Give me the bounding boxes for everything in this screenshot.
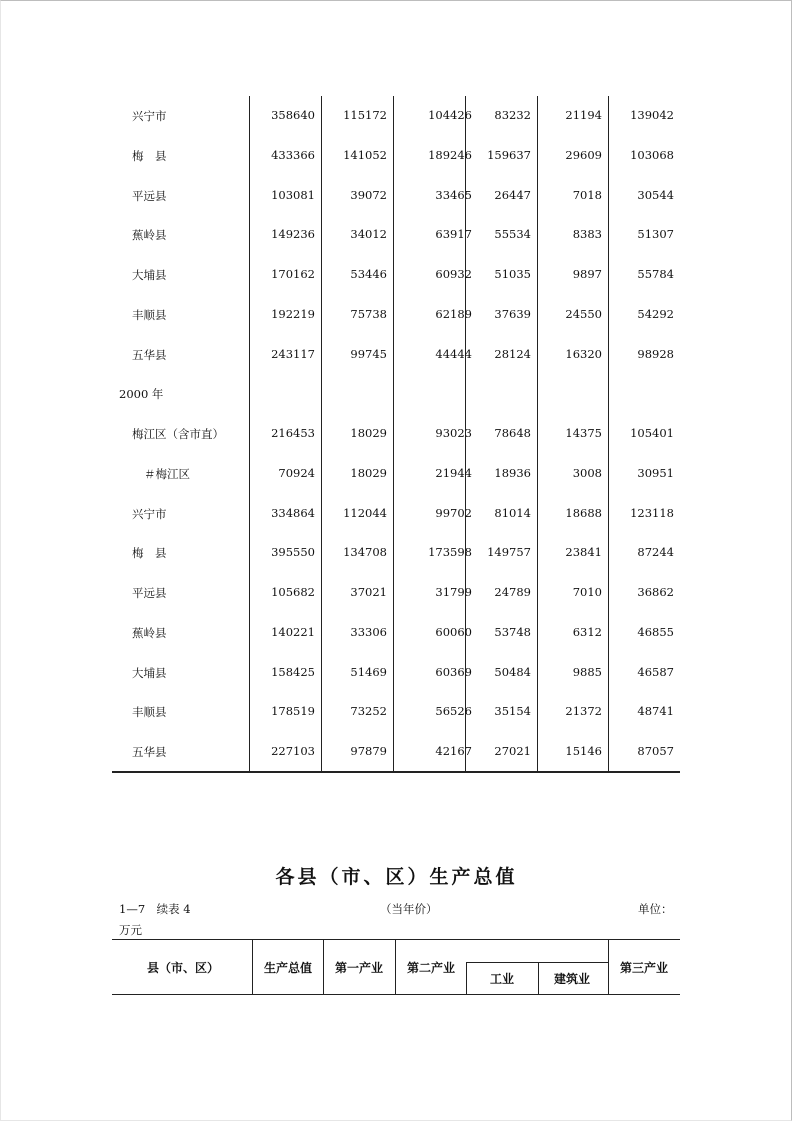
table-cell: 51035 <box>494 267 531 281</box>
table-row <box>0 704 793 724</box>
region-name: ＃梅江区 <box>144 466 190 481</box>
table-cell: 9885 <box>572 664 602 679</box>
table-cell: 33465 <box>435 187 472 202</box>
table-row <box>0 585 793 605</box>
table-cell: 192219 <box>271 306 315 321</box>
table-cell: 39072 <box>350 187 387 202</box>
region-name: 梅 县 <box>132 148 167 163</box>
table-cell: 53446 <box>350 267 387 281</box>
table-cell: 134708 <box>343 545 387 560</box>
table-cell: 54292 <box>637 306 674 321</box>
table-row <box>0 426 793 446</box>
region-name: 大埔县 <box>132 268 167 282</box>
table-cell: 112044 <box>343 505 387 520</box>
table-cell: 56526 <box>435 704 472 719</box>
header-column-rule <box>608 939 609 995</box>
header-region: 县（市、区） <box>147 961 220 975</box>
header-column-rule <box>538 962 539 995</box>
region-name: 梅 县 <box>132 546 167 561</box>
table-row <box>0 545 793 565</box>
table-cell: 140221 <box>271 624 315 639</box>
region-name: 丰顺县 <box>132 307 167 322</box>
table-cell: 105401 <box>630 426 674 440</box>
table-cell: 55534 <box>494 227 531 242</box>
table-row <box>0 386 793 406</box>
table-cell: 44444 <box>435 346 472 361</box>
header-secondary: 第二产业 <box>407 961 456 975</box>
table-cell: 216453 <box>271 426 315 440</box>
table-cell: 18029 <box>350 426 387 440</box>
table-cell: 170162 <box>271 267 315 281</box>
table-cell: 33306 <box>350 624 387 639</box>
table-cell: 227103 <box>271 744 315 758</box>
table-cell: 35154 <box>494 704 531 719</box>
table-cell: 31799 <box>435 585 472 599</box>
header-construction: 建筑业 <box>554 972 591 986</box>
table-cell: 158425 <box>271 664 315 679</box>
table-row <box>0 625 793 645</box>
region-name: 五华县 <box>132 347 167 362</box>
table-row <box>0 227 793 247</box>
table-cell: 99745 <box>350 346 387 361</box>
table-cell: 21372 <box>565 704 602 719</box>
table-cell: 104426 <box>428 108 472 122</box>
table-cell: 55784 <box>637 267 674 281</box>
table-cell: 14375 <box>565 426 602 440</box>
table-cell: 48741 <box>637 704 674 719</box>
header-top-rule <box>112 939 680 940</box>
table-cell: 173598 <box>428 545 472 560</box>
table-cell: 26447 <box>494 187 531 202</box>
table-cell: 21944 <box>435 465 472 480</box>
region-name: 2000 年 <box>119 387 164 402</box>
region-name: 蕉岭县 <box>132 625 167 640</box>
table-cell: 123118 <box>630 505 674 520</box>
table-cell: 42167 <box>435 744 472 758</box>
table-cell: 149757 <box>487 545 531 560</box>
table-cell: 70924 <box>278 465 315 480</box>
table-cell: 159637 <box>487 147 531 162</box>
table-cell: 18936 <box>494 465 531 480</box>
table-cell: 28124 <box>494 346 531 361</box>
table-cell: 16320 <box>565 346 602 361</box>
header-tertiary: 第三产业 <box>620 961 669 975</box>
table-cell: 73252 <box>350 704 387 719</box>
region-name: 丰顺县 <box>132 705 167 720</box>
header-industry: 工业 <box>490 972 515 986</box>
header-gdp: 生产总值 <box>264 961 313 975</box>
table-cell: 30544 <box>637 187 674 202</box>
table-cell: 60369 <box>435 664 472 679</box>
region-name: 梅江区（含市直） <box>132 427 224 441</box>
table-cell: 98928 <box>637 346 674 361</box>
table-row <box>0 188 793 208</box>
table-cell: 60932 <box>435 267 472 281</box>
table-row <box>0 267 793 287</box>
header-column-rule <box>323 939 324 995</box>
table-cell: 149236 <box>271 227 315 242</box>
table-cell: 36862 <box>637 585 674 599</box>
table-cell: 93023 <box>435 426 472 440</box>
table-cell: 15146 <box>565 744 602 758</box>
header-bottom-rule <box>112 994 680 995</box>
table-bottom-rule <box>112 771 680 773</box>
table-row <box>0 466 793 486</box>
table-cell: 141052 <box>343 147 387 162</box>
table-cell: 29609 <box>565 147 602 162</box>
table-cell: 18688 <box>565 505 602 520</box>
table-cell: 7010 <box>572 585 602 599</box>
table-row <box>0 307 793 327</box>
table-row <box>0 665 793 685</box>
table-cell: 433366 <box>271 147 315 162</box>
table-cell: 37639 <box>494 306 531 321</box>
region-name: 平远县 <box>132 586 167 600</box>
table-cell: 6312 <box>572 624 602 639</box>
table-cell: 63917 <box>435 227 472 242</box>
table-cell: 46855 <box>637 624 674 639</box>
table-cell: 103081 <box>271 187 315 202</box>
table-row <box>0 148 793 168</box>
table-cell: 334864 <box>271 505 315 520</box>
table-cell: 81014 <box>494 505 531 520</box>
table-row <box>0 108 793 128</box>
table-cell: 105682 <box>271 585 315 599</box>
header-primary: 第一产业 <box>335 961 384 975</box>
table-cell: 24550 <box>565 306 602 321</box>
header-sub-rule <box>466 962 608 963</box>
header-column-rule <box>466 962 467 995</box>
unit-label: 单位： <box>638 902 673 916</box>
table-cell: 87057 <box>637 744 674 758</box>
table-cell: 395550 <box>271 545 315 560</box>
table-cell: 115172 <box>343 108 387 122</box>
table-cell: 83232 <box>494 108 531 122</box>
table-number: 1—7 续表 4 <box>119 902 191 916</box>
region-name: 五华县 <box>132 745 167 759</box>
table-cell: 99702 <box>435 505 472 520</box>
table-cell: 53748 <box>494 624 531 639</box>
region-name: 兴宁市 <box>132 109 167 123</box>
table-cell: 21194 <box>565 108 602 122</box>
table-row <box>0 744 793 764</box>
unit-value: 万元 <box>119 923 142 937</box>
table-cell: 50484 <box>494 664 531 679</box>
table-cell: 243117 <box>271 346 315 361</box>
header-column-rule <box>252 939 253 995</box>
table-cell: 60060 <box>435 624 472 639</box>
table-cell: 37021 <box>350 585 387 599</box>
region-name: 兴宁市 <box>132 506 167 521</box>
header-column-rule <box>395 939 396 995</box>
table-cell: 87244 <box>637 545 674 560</box>
table-cell: 51307 <box>637 227 674 242</box>
table-cell: 62189 <box>435 306 472 321</box>
table-cell: 23841 <box>565 545 602 560</box>
table-cell: 7018 <box>572 187 602 202</box>
table-cell: 30951 <box>637 465 674 480</box>
table-cell: 139042 <box>630 108 674 122</box>
table-cell: 27021 <box>494 744 531 758</box>
section-title: 各县（市、区）生产总值 <box>275 866 518 888</box>
table-cell: 46587 <box>637 664 674 679</box>
region-name: 大埔县 <box>132 665 167 680</box>
table-cell: 75738 <box>350 306 387 321</box>
region-name: 蕉岭县 <box>132 228 167 243</box>
table-cell: 78648 <box>494 426 531 440</box>
table-row <box>0 347 793 367</box>
table-cell: 9897 <box>572 267 602 281</box>
table-cell: 189246 <box>428 147 472 162</box>
table-cell: 103068 <box>630 147 674 162</box>
table-cell: 24789 <box>494 585 531 599</box>
table-cell: 3008 <box>572 465 602 480</box>
price-basis: （当年价） <box>380 902 438 916</box>
table-cell: 18029 <box>350 465 387 480</box>
region-name: 平远县 <box>132 188 167 203</box>
table-cell: 34012 <box>350 227 387 242</box>
table-cell: 358640 <box>271 108 315 122</box>
table-cell: 97879 <box>350 744 387 758</box>
table-cell: 8383 <box>572 227 602 242</box>
table-row <box>0 506 793 526</box>
table-cell: 51469 <box>350 664 387 679</box>
table-cell: 178519 <box>271 704 315 719</box>
